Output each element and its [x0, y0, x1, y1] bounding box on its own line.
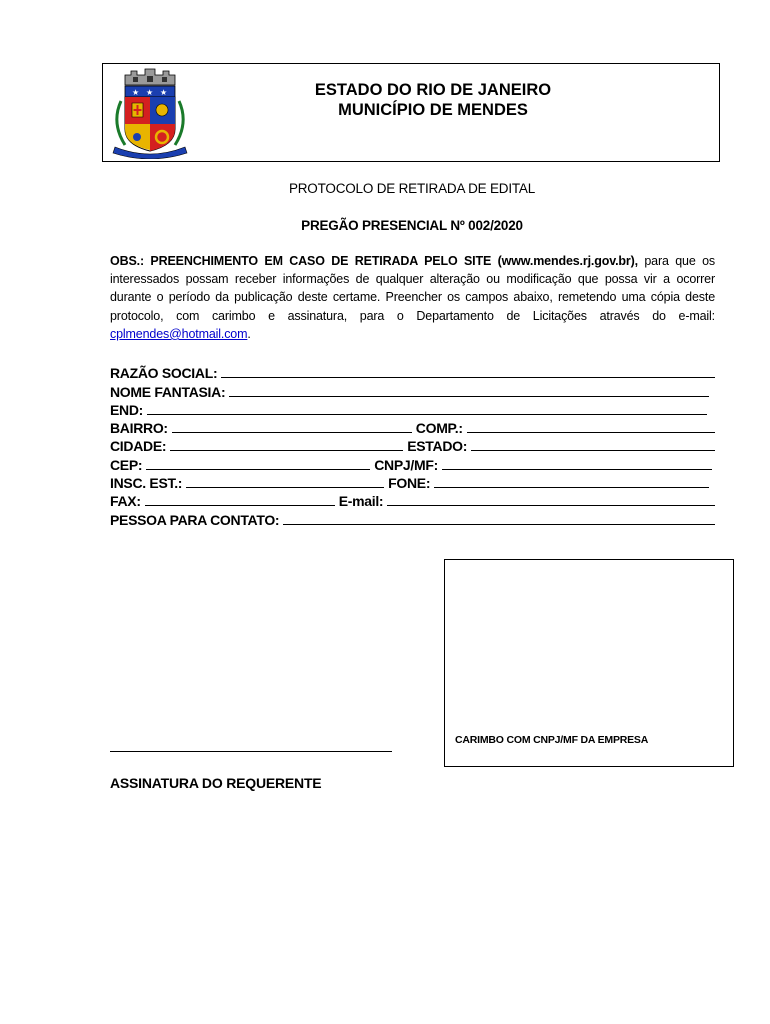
comp-label: COMP.: — [415, 420, 463, 437]
svg-text:★: ★ — [160, 88, 168, 97]
signature-label: ASSINATURA DO REQUERENTE — [110, 775, 322, 791]
form-row-insc-est — [110, 473, 715, 491]
fax-label: FAX: — [110, 493, 141, 510]
insc-est-label: INSC. EST.: — [110, 475, 183, 492]
form-row-cep — [110, 454, 715, 472]
cep-field[interactable] — [146, 468, 370, 470]
fone-label: FONE: — [388, 475, 431, 492]
fone-field[interactable] — [434, 486, 709, 488]
obs-body: para que os interessados possam receber informações de qualquer alteração ou modificação que possa vir a ocorrer durante o período da publicação deste certame. Preencher os campos abaixo, remetendo uma cópia deste protocolo, com carimbo e assinatura, para o Departamento de Licitações através do e-mail: — [110, 254, 715, 323]
fax-field[interactable] — [145, 504, 335, 506]
form-row-end — [110, 400, 715, 418]
obs-paragraph — [110, 252, 715, 343]
form-row-nome-fantasia — [110, 381, 715, 399]
estado-label: ESTADO: — [407, 438, 468, 455]
form-row-cidade — [110, 436, 715, 454]
bairro-field[interactable] — [172, 431, 412, 433]
email-label: E-mail: — [338, 493, 384, 510]
cnpj-field[interactable] — [442, 468, 712, 470]
bairro-label: BAIRRO: — [110, 420, 168, 437]
cidade-field[interactable] — [170, 449, 403, 451]
header-municipality: MUNICÍPIO DE MENDES — [338, 101, 528, 119]
email-link[interactable]: cplmendes@hotmail.com — [110, 326, 248, 341]
nome-fantasia-label: NOME FANTASIA: — [110, 383, 226, 400]
obs-end: . — [247, 326, 251, 341]
pessoa-contato-field[interactable] — [283, 523, 715, 525]
document-title: PROTOCOLO DE RETIRADA DE EDITAL — [288, 181, 536, 196]
form-row-fax — [110, 491, 715, 509]
signature-line[interactable] — [110, 751, 392, 752]
insc-est-field[interactable] — [186, 486, 384, 488]
form-row-pessoa-contato — [110, 509, 715, 527]
cidade-label: CIDADE: — [110, 438, 167, 455]
end-label: END: — [110, 401, 144, 418]
estado-field[interactable] — [471, 449, 715, 451]
municipal-coat-of-arms-icon — [107, 67, 193, 159]
nome-fantasia-field[interactable] — [229, 395, 709, 397]
header-state: ESTADO DO RIO DE JANEIRO — [314, 81, 552, 99]
document-subtitle: PREGÃO PRESENCIAL Nº 002/2020 — [301, 218, 523, 233]
header-title — [223, 80, 643, 120]
comp-field[interactable] — [467, 431, 715, 433]
svg-text:★: ★ — [146, 88, 154, 97]
end-field[interactable] — [147, 413, 707, 415]
pessoa-contato-label: PESSOA PARA CONTATO: — [110, 511, 280, 528]
header-box — [102, 63, 720, 162]
email-field[interactable] — [387, 504, 715, 506]
razao-social-label: RAZÃO SOCIAL: — [110, 365, 218, 382]
svg-text:★: ★ — [132, 88, 140, 97]
company-form — [110, 363, 715, 528]
company-stamp-box[interactable] — [444, 559, 734, 767]
form-row-razao-social — [110, 363, 715, 381]
obs-bold-prefix: OBS.: PREENCHIMENTO EM CASO DE RETIRADA PELO SITE (www.mendes.rj.gov.br), — [110, 254, 638, 268]
stamp-label: CARIMBO COM CNPJ/MF DA EMPRESA — [455, 734, 649, 746]
form-row-bairro — [110, 418, 715, 436]
cnpj-label: CNPJ/MF: — [374, 456, 438, 473]
cep-label: CEP: — [110, 456, 143, 473]
razao-social-field[interactable] — [221, 376, 715, 378]
